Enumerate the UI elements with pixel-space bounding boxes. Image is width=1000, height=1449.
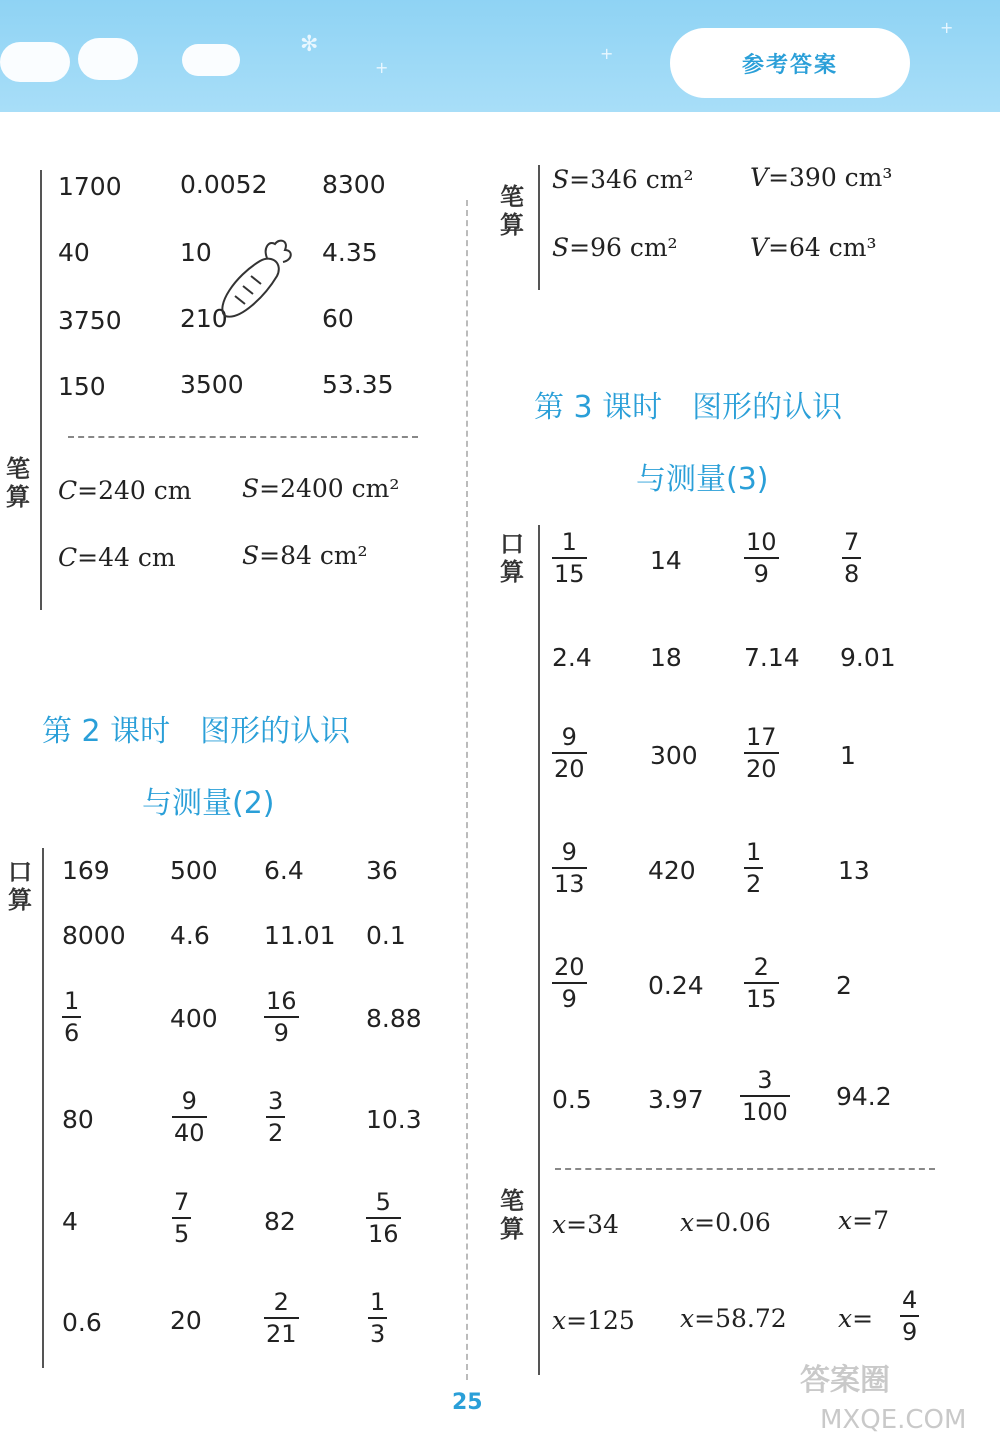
cell: 8000 [62,921,126,950]
cell: 8.88 [366,1004,422,1033]
cell: 14 [650,546,682,575]
fraction: 10 9 [746,528,777,588]
cell: 9.01 [840,643,896,672]
cell: 3.97 [648,1085,704,1114]
cell: 3750 [58,306,122,335]
formula-s: S=96 cm² [552,233,678,262]
cell: 0.1 [366,921,406,950]
cell: 80 [62,1105,94,1134]
lesson-2-subtitle: 与测量(2) [142,786,275,821]
cell: 3500 [180,370,244,399]
fraction: 16 9 [266,987,297,1047]
sparkle-icon: + [600,44,614,63]
cell: 94.2 [836,1082,892,1111]
cell: 0.24 [648,971,704,1000]
fraction: 7 8 [844,528,860,588]
cell: 210 [180,304,228,333]
cell: 400 [170,1004,218,1033]
cell: 150 [58,372,106,401]
page-number: 25 [452,1390,483,1415]
fraction: 9 40 [174,1087,205,1147]
cell: 13 [838,856,870,885]
x-answer: x=58.72 [680,1304,787,1333]
fraction: 20 9 [554,953,585,1013]
cell: 4.6 [170,921,210,950]
cell: 0.6 [62,1308,102,1337]
x-answer: x=125 [552,1306,635,1335]
x-answer: x= [838,1304,874,1333]
cloud-decoration [182,44,240,76]
x-answer: x=34 [552,1210,619,1239]
formula-s: S=346 cm² [552,165,694,194]
written-calc-label: 笔算 [500,183,524,239]
snowflake-icon: ✻ [300,32,319,57]
right-dash-separator [555,1168,935,1170]
formula-v: V=64 cm³ [750,233,877,262]
written-calc-label: 笔算 [6,455,30,511]
right-oral-divider [538,525,540,1375]
cell: 420 [648,856,696,885]
watermark-url: MXQE.COM [820,1405,967,1435]
x-answer: x=7 [838,1206,889,1235]
fraction: 3 100 [742,1066,788,1126]
cell: 60 [322,304,354,333]
lesson-3-title: 第 3 课时 图形的认识 [534,390,843,425]
fraction: 1 3 [370,1288,386,1348]
formula-v: V=390 cm³ [750,163,893,192]
fraction: 7 5 [174,1188,190,1248]
cell: 0.5 [552,1085,592,1114]
sparkle-icon: + [375,58,389,77]
x-answer: x=0.06 [680,1208,771,1237]
formula-s: S=2400 cm² [242,474,400,503]
cell: 20 [170,1306,202,1335]
formula-c: C=240 cm [58,476,192,505]
header-banner [0,0,1000,112]
fraction: 9 13 [554,838,585,898]
fraction: 1 6 [64,987,80,1047]
right-divider-line [538,165,540,290]
oral-calc-label: 口算 [500,530,524,586]
fraction: 2 21 [266,1288,297,1348]
cell: 6.4 [264,856,304,885]
cell: 36 [366,856,398,885]
sparkle-icon: + [940,18,954,37]
fraction: 1 2 [746,838,762,898]
lesson-3-subtitle: 与测量(3) [636,462,769,497]
fraction: 3 2 [268,1087,284,1147]
cell: 1 [840,741,856,770]
fraction: 17 20 [746,723,777,783]
left-oral-divider [42,848,44,1368]
answer-key-label: 参考答案 [741,52,838,78]
written-calc-label: 笔算 [500,1187,524,1243]
fraction: 2 15 [746,953,777,1013]
carrot-doodle-icon [205,236,300,326]
cell: 4.35 [322,238,378,267]
fraction: 4 9 [902,1286,918,1346]
cell: 11.01 [264,921,336,950]
cell: 0.0052 [180,170,268,199]
watermark-logo: 答案圈 [800,1363,890,1398]
cell: 2 [836,971,852,1000]
cell: 8300 [322,170,386,199]
cell: 82 [264,1207,296,1236]
cell: 169 [62,856,110,885]
fraction: 5 16 [368,1188,399,1248]
cell: 7.14 [744,643,800,672]
cell: 1700 [58,172,122,201]
cell: 10 [180,238,212,267]
cell: 18 [650,643,682,672]
center-divider [466,200,468,1380]
cell: 300 [650,741,698,770]
cloud-decoration [78,38,138,80]
cell: 53.35 [322,370,394,399]
left-divider-line [40,170,42,610]
fraction: 1 15 [554,528,585,588]
cell: 500 [170,856,218,885]
cell: 10.3 [366,1105,422,1134]
answer-key-badge [670,28,910,98]
formula-s: S=84 cm² [242,541,368,570]
cell: 4 [62,1207,78,1236]
left-dash-separator [68,436,418,438]
oral-calc-label: 口算 [8,858,32,914]
formula-c: C=44 cm [58,543,176,572]
lesson-2-title: 第 2 课时 图形的认识 [42,714,351,749]
fraction: 9 20 [554,723,585,783]
cell: 2.4 [552,643,592,672]
cloud-decoration [0,42,70,82]
cell: 40 [58,238,90,267]
